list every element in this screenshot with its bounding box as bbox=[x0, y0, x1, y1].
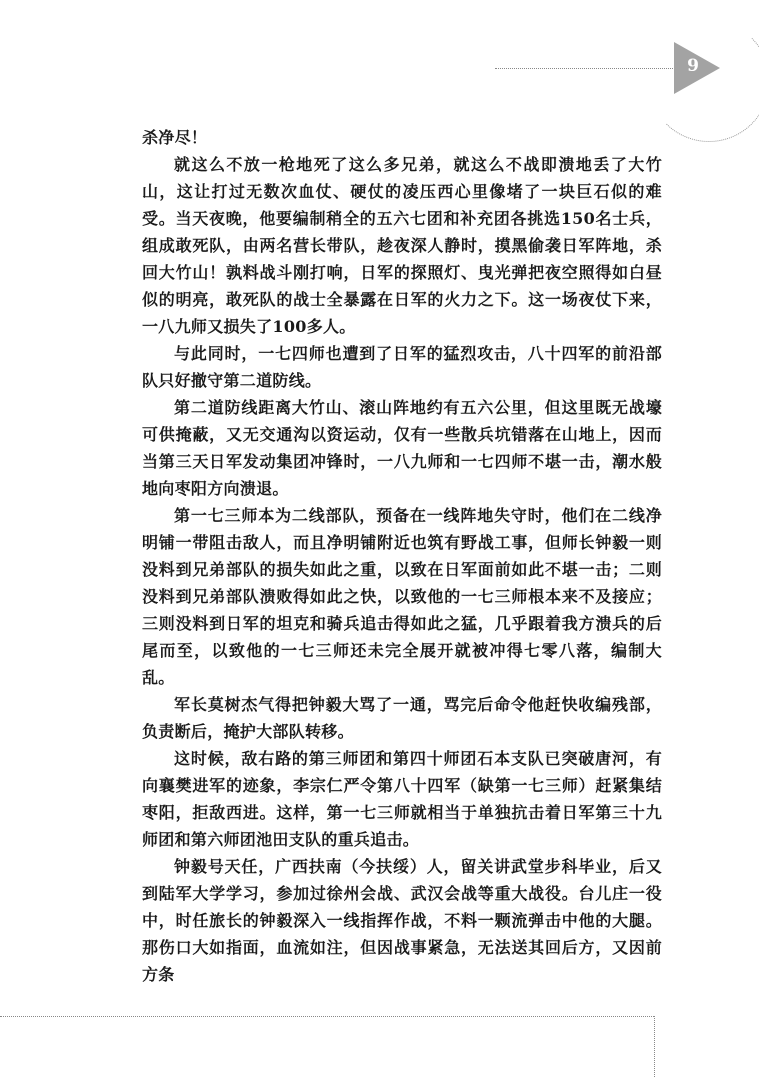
paragraph-4: 第二道防线距离大竹山、滚山阵地约有五六公里，但这里既无战壕可供掩蔽，又无交通沟以资运动，仅有一些散兵坑错落在山地上，因而当第三天日军发动集团冲锋时，一八九师和一七四师不堪一击，潮水般地向枣阳方向溃退。 bbox=[142, 398, 662, 498]
paragraph-2: 就这么不放一枪地死了这么多兄弟，就这么不战即溃地丢了大竹山，这让打过无数次血仗、硬仗的凌压西心里像堵了一块巨石似的难受。当天夜晚，他要编制稍全的五六七团和补充团各挑选150名士兵，组成敢死队，由两名营长带队，趁夜深人静时，摸黑偷袭日军阵地，杀回大竹山！孰料战斗刚打响，日军的探照灯、曳光弹把夜空照得如白昼似的明亮，敢死队的战士全暴露在日军的火力之下。这一场夜仗下来，一八九师又损失了100多人。 bbox=[142, 155, 662, 336]
paragraph-6: 军长莫树杰气得把钟毅大骂了一通，骂完后命令他赶快收编残部，负责断后，掩护大部队转移。 bbox=[142, 695, 662, 741]
paragraph-7: 这时候，敌右路的第三师团和第四十师团石本支队已突破唐河，有向襄樊进军的迹象，李宗仁严令第八十四军（缺第一七三师）赶紧集结枣阳，拒敌西进。这样，第一七三师就相当于单独抗击着日军第三十九师团和第六师团池田支队的重兵追击。 bbox=[142, 749, 662, 849]
footer-vertical-rule bbox=[654, 1016, 655, 1077]
paragraph-8: 钟毅号天任，广西扶南（今扶绥）人，留关讲武堂步科毕业，后又到陆军大学学习，参加过徐州会战、武汉会战等重大战役。台儿庄一役中，时任旅长的钟毅深入一线指挥作战，不料一颗流弹击中他的大腿。那伤口大如指面，血流如注，但因战事紧急，无法送其回后方，又因前方条 bbox=[142, 857, 662, 984]
paragraph-3: 与此同时，一七四师也遭到了日军的猛烈攻击，八十四军的前沿部队只好撤守第二道防线。 bbox=[142, 344, 662, 390]
body-text bbox=[142, 124, 662, 988]
footer-rule bbox=[0, 1016, 654, 1017]
paragraph-5: 第一七三师本为二线部队，预备在一线阵地失守时，他们在二线净明铺一带阻击敌人，而且净明铺附近也筑有野战工事，但师长钟毅一则没料到兄弟部队的损失如此之重，以致在日军面前如此不堪一击；二则没料到兄弟部队溃败得如此之快，以致他的一七三师根本来不及接应；三则没料到日军的坦克和骑兵追击得如此之猛，几乎跟着我方溃兵的后尾而至，以致他的一七三师还未完全展开就被冲得七零八落，编制大乱。 bbox=[142, 506, 662, 687]
header-rule bbox=[495, 68, 673, 69]
page-number: 9 bbox=[687, 56, 699, 76]
paragraph-1: 杀净尽！ bbox=[142, 128, 208, 147]
